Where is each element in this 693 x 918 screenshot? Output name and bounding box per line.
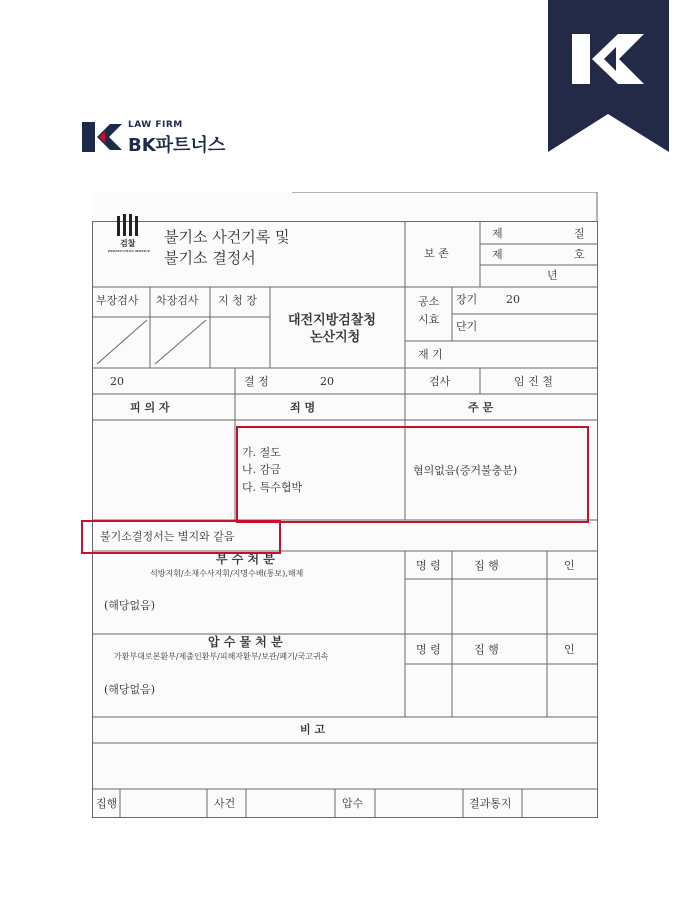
limitation-label-1: 공소	[418, 295, 440, 308]
approval-deputy-prosecutor: 차장검사	[156, 294, 199, 307]
prosecutor-name: 임 진 철	[514, 375, 553, 388]
prosecution-emblem-icon	[116, 214, 142, 236]
office-name-line1: 대전지방검찰청	[288, 313, 376, 328]
decision-label: 결 정	[244, 375, 269, 388]
execute-column-label: 집 행	[474, 643, 499, 656]
seizure-none: (해당없음)	[104, 683, 156, 696]
suspect-header: 피 의 자	[130, 401, 170, 414]
bookmark-ribbon-icon	[548, 0, 669, 152]
charges-highlight-box	[236, 426, 589, 523]
stamp-column-label: 인	[564, 559, 575, 572]
long-term-value: 20	[506, 293, 520, 306]
reopen-label: 재 기	[418, 348, 443, 361]
volume-unit: 질	[574, 227, 585, 240]
order-text: 혐의없음(증거불충분)	[413, 464, 518, 477]
remarks-label: 비 고	[300, 723, 326, 736]
approval-chief-prosecutor: 부장검사	[96, 294, 139, 307]
office-name-line2: 논산지청	[310, 330, 361, 345]
number-unit: 호	[574, 248, 585, 261]
note-text: 불기소결정서는 별지와 같음	[100, 530, 235, 543]
footer-execution-label: 집행	[96, 797, 118, 810]
form-title-line2: 불기소 결정서	[164, 249, 256, 267]
disposition-subtitle: 석방지휘/소재수사지휘/지명수배(통보),해제	[150, 569, 304, 578]
law-firm-label: LAW FIRM	[128, 120, 183, 130]
year-unit: 년	[547, 269, 558, 282]
preserve-label: 보 존	[424, 247, 449, 260]
charge-item: 나. 감금	[242, 463, 281, 476]
stamp-column-label: 인	[564, 643, 575, 656]
charge-item: 가. 절도	[242, 446, 281, 459]
order-header: 주 문	[468, 401, 494, 414]
approval-branch-head: 지 청 장	[218, 294, 257, 307]
order-column-label: 명 령	[416, 559, 441, 572]
decision-value: 20	[320, 375, 334, 388]
long-term-label: 장기	[456, 293, 478, 306]
emblem-name: 검찰	[120, 238, 136, 248]
seizure-subtitle: 가환부대로본환부/제출인환부/피해자환부/보관/폐기/국고귀속	[114, 652, 329, 661]
brand-name: BK파트너스	[128, 135, 226, 156]
charge-item: 다. 특수협박	[242, 481, 303, 494]
charge-header: 죄 명	[290, 401, 316, 414]
volume-label: 제	[492, 227, 503, 240]
execute-column-label: 집 행	[474, 559, 499, 572]
prosecutor-label: 검사	[429, 375, 451, 388]
footer-result-notice-label: 결과통지	[469, 797, 512, 810]
seizure-title: 압 수 물 처 분	[208, 635, 283, 649]
disposition-none: (해당없음)	[104, 599, 156, 612]
number-label: 제	[492, 248, 503, 261]
footer-seizure-label: 압수	[342, 797, 364, 810]
disposition-title: 부 수 처 분	[216, 552, 275, 566]
emblem-subtitle: PROSECUTION SERVICE	[108, 249, 151, 253]
note-highlight-box	[81, 520, 281, 554]
footer-case-label: 사건	[214, 797, 236, 810]
limitation-label-2: 시효	[418, 313, 440, 326]
form-title-line1: 불기소 사건기록 및	[164, 228, 290, 246]
bk-logo-mark-icon	[82, 122, 122, 152]
order-column-label: 명 령	[416, 643, 441, 656]
short-term-label: 단기	[456, 320, 478, 333]
date-value: 20	[110, 375, 124, 388]
